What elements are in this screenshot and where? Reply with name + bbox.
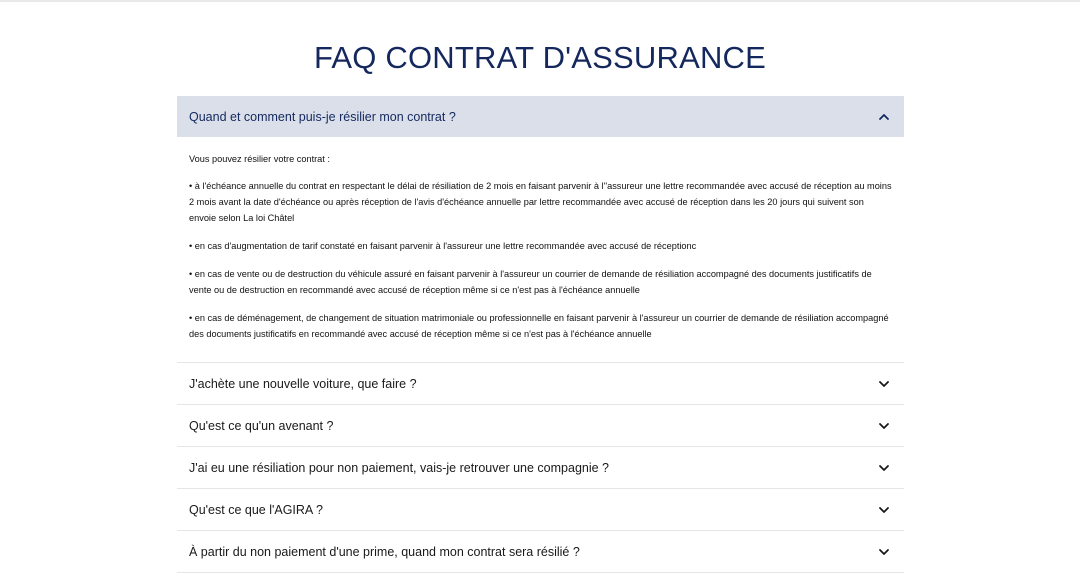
top-bar — [0, 0, 1080, 2]
faq-item-prime — [177, 531, 904, 573]
answer-point: • à l'échéance annuelle du contrat en respectant le délai de résiliation de 2 mois en faisant parvenir à l''assureur une lettre recommandée avec accusé de réception au moins 2 mois avant la date d'échéance ou après réception de l'avis d'échéance annuelle par lettre recommandée avec accusé de réception dans les 20 jours qui suivent son envoie selon La loi Châtel — [189, 181, 892, 223]
chevron-down-icon[interactable] — [877, 545, 891, 559]
faq-item-avenant — [177, 405, 904, 447]
chevron-down-icon[interactable] — [877, 419, 891, 433]
faq-question: J'achète une nouvelle voiture, que faire ? — [189, 376, 417, 391]
answer-point: • en cas de vente ou de destruction du véhicule assuré en faisant parvenir à l'assureur un courrier de demande de résiliation accompagné des documents justificatifs de vente ou de destruction en recommandé avec accusé de réception même si ce n'est pas à l'échéance annuelle — [189, 269, 872, 295]
faq-toggle-resilier[interactable] — [177, 96, 904, 137]
faq-item-nouvelle-voiture — [177, 363, 904, 405]
faq-toggle-agira[interactable] — [177, 489, 904, 530]
faq-toggle-non-paiement[interactable] — [177, 447, 904, 488]
faq-question: Qu'est ce que l'AGIRA ? — [189, 502, 324, 517]
faq-answer — [177, 137, 904, 362]
chevron-down-icon[interactable] — [877, 461, 891, 475]
answer-point: • en cas d'augmentation de tarif constaté en faisant parvenir à l'assureur une lettre recommandée avec accusé de réceptionc — [189, 241, 697, 251]
faq-toggle-avenant[interactable] — [177, 405, 904, 446]
chevron-down-icon[interactable] — [877, 377, 891, 391]
answer-intro: Vous pouvez résilier votre contrat : — [189, 154, 330, 164]
faq-question: J'ai eu une résiliation pour non paiement, vais-je retrouver une compagnie ? — [189, 460, 609, 475]
faq-toggle-prime[interactable] — [177, 531, 904, 572]
faq-item-non-paiement — [177, 447, 904, 489]
chevron-up-icon[interactable] — [877, 110, 891, 124]
faq-list — [177, 96, 904, 573]
chevron-down-icon[interactable] — [877, 503, 891, 517]
faq-item-resilier — [177, 96, 904, 363]
faq-question: À partir du non paiement d'une prime, quand mon contrat sera résilié ? — [189, 544, 580, 559]
faq-question: Quand et comment puis-je résilier mon contrat ? — [189, 109, 456, 124]
faq-toggle-nouvelle-voiture[interactable] — [177, 363, 904, 404]
page-title: FAQ CONTRAT D'ASSURANCE — [313, 40, 767, 75]
faq-question: Qu'est ce qu'un avenant ? — [189, 418, 334, 433]
faq-item-agira — [177, 489, 904, 531]
answer-point: • en cas de déménagement, de changement de situation matrimoniale ou professionnelle en faisant parvenir à l'assureur un courrier de demande de résiliation accompagné des documents justificatifs en recommandé avec accusé de réception même si ce n'est pas à l'échéance annuelle — [189, 313, 889, 339]
